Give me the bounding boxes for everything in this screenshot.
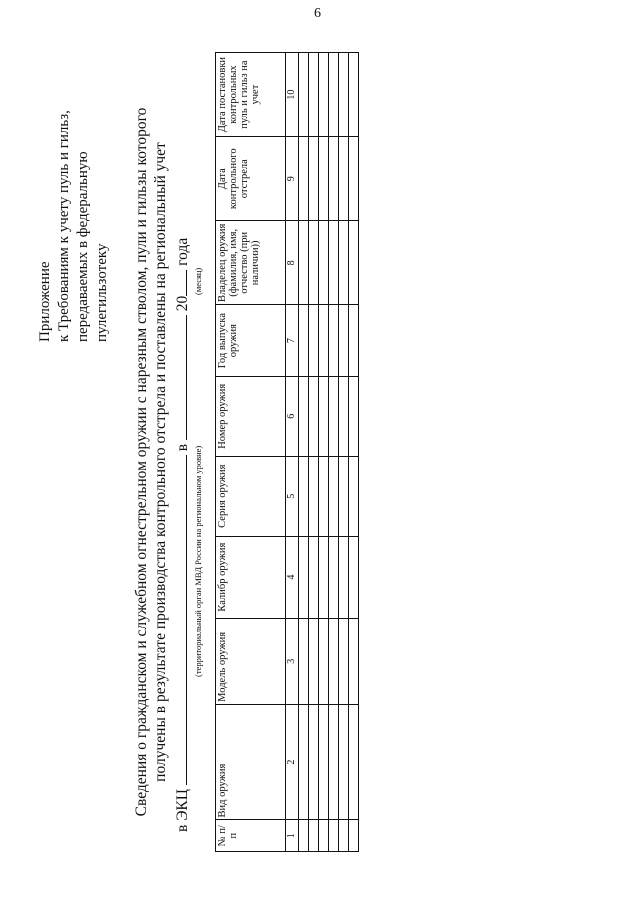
page-number: 6	[314, 6, 321, 21]
document-heading	[132, 52, 170, 872]
column-header: Модель оружия	[216, 618, 286, 704]
table-cell	[329, 305, 339, 376]
table-cell	[329, 137, 339, 221]
table-cell	[309, 456, 319, 536]
ekc-line	[173, 238, 192, 832]
column-header: № п/п	[216, 820, 286, 852]
appendix-title: Приложение	[37, 261, 53, 342]
ekc-in: в	[174, 443, 191, 452]
table-cell	[329, 456, 339, 536]
table-cell	[349, 820, 359, 852]
column-number: 6	[286, 376, 299, 456]
table-cell	[309, 376, 319, 456]
table-cell	[339, 305, 349, 376]
heading-line: Сведения о гражданском и служебном огнестрельном оружии с нарезным стволом, пули и гильзы которого	[133, 107, 150, 817]
table-cell	[309, 137, 319, 221]
column-number: 7	[286, 305, 299, 376]
table-cell	[309, 820, 319, 852]
table-cell	[339, 137, 349, 221]
rotated-page-content	[10, 32, 630, 892]
column-header: Год выпуска оружия	[216, 305, 286, 376]
appendix-block	[36, 52, 112, 342]
column-number: 1	[286, 820, 299, 852]
table-cell	[349, 536, 359, 618]
appendix-line: к Требованиям к учету пуль и гильз,	[56, 110, 72, 342]
table-cell	[319, 456, 329, 536]
table-cell	[349, 704, 359, 820]
table-cell	[299, 456, 309, 536]
table-cell	[309, 536, 319, 618]
registry-table	[215, 52, 359, 852]
table-cell	[319, 53, 329, 137]
column-header: Вид оружия	[216, 704, 286, 820]
table-cell	[349, 618, 359, 704]
table-cell	[339, 704, 349, 820]
table-cell	[339, 618, 349, 704]
table-row	[329, 53, 339, 852]
column-header: Номер оружия	[216, 376, 286, 456]
column-number: 9	[286, 137, 299, 221]
column-header: Калибр оружия	[216, 536, 286, 618]
column-number: 3	[286, 618, 299, 704]
table-header-row	[216, 53, 286, 852]
table-cell	[349, 137, 359, 221]
table-cell	[299, 704, 309, 820]
column-number: 10	[286, 53, 299, 137]
table-cell	[339, 221, 349, 305]
heading-line: получены в результате производства контрольного отстрела и поставлены на региональный учет	[152, 142, 169, 782]
table-cell	[309, 53, 319, 137]
table-cell	[299, 137, 309, 221]
table-row	[349, 53, 359, 852]
org-blank	[173, 455, 187, 785]
column-number: 4	[286, 536, 299, 618]
table-cell	[339, 536, 349, 618]
table-cell	[319, 820, 329, 852]
table-cell	[309, 704, 319, 820]
table-cell	[329, 618, 339, 704]
table-row	[319, 53, 329, 852]
table-cell	[319, 221, 329, 305]
table-cell	[299, 376, 309, 456]
table-row	[339, 53, 349, 852]
column-header: Дата постановки контрольных пуль и гильз на учет	[216, 53, 286, 137]
table-cell	[349, 376, 359, 456]
table-cell	[299, 53, 309, 137]
month-blank	[173, 315, 187, 440]
column-number: 8	[286, 221, 299, 305]
table-cell	[319, 704, 329, 820]
table-cell	[339, 53, 349, 137]
table-row	[309, 53, 319, 852]
table-cell	[299, 618, 309, 704]
table-cell	[319, 376, 329, 456]
table-cell	[319, 618, 329, 704]
table-cell	[349, 305, 359, 376]
year-suffix: года	[174, 237, 191, 266]
table-row	[299, 53, 309, 852]
table-cell	[349, 53, 359, 137]
org-caption: (территориальный орган МВД России на региональном уровне)	[193, 445, 203, 677]
table-cell	[329, 536, 339, 618]
table-cell	[329, 221, 339, 305]
column-header: Серия оружия	[216, 456, 286, 536]
table-cell	[309, 618, 319, 704]
column-number: 5	[286, 456, 299, 536]
table-cell	[339, 456, 349, 536]
table-cell	[319, 137, 329, 221]
month-caption: (месяц)	[193, 267, 203, 295]
table-cell	[349, 221, 359, 305]
appendix-line: пулегильзотеку	[94, 243, 110, 342]
table-cell	[299, 305, 309, 376]
year-prefix: 20	[174, 295, 191, 312]
column-number: 2	[286, 704, 299, 820]
table-cell	[329, 53, 339, 137]
table-cell	[329, 820, 339, 852]
table-cell	[309, 221, 319, 305]
table-cell	[309, 305, 319, 376]
column-header: Дата контрольного отстрела	[216, 137, 286, 221]
table-cell	[339, 376, 349, 456]
table-cell	[299, 221, 309, 305]
table-cell	[329, 376, 339, 456]
table-cell	[329, 704, 339, 820]
table-cell	[339, 820, 349, 852]
column-header: Владелец оружия (фамилия, имя, отчество (при наличии))	[216, 221, 286, 305]
table-cell	[349, 456, 359, 536]
appendix-line: передаваемых в федеральную	[75, 151, 91, 342]
table-cell	[299, 820, 309, 852]
year-blank	[173, 270, 187, 296]
table-cell	[299, 536, 309, 618]
table-cell	[319, 305, 329, 376]
ekc-prefix: в ЭКЦ	[174, 789, 191, 832]
table-cell	[319, 536, 329, 618]
column-number-row	[286, 53, 299, 852]
